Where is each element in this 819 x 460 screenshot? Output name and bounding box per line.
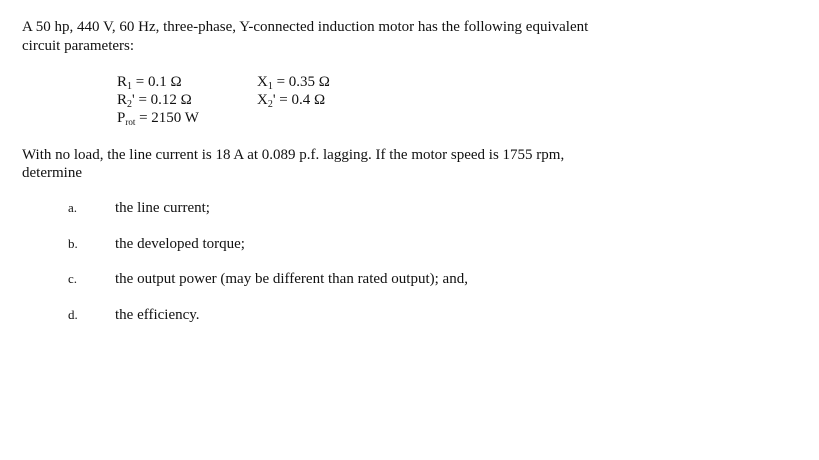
param-x1-value: = 0.35 Ω	[272, 74, 330, 90]
param-x2-subscript: 2	[267, 99, 273, 110]
param-r1-symbol: R	[117, 74, 128, 90]
list-item	[0, 307, 600, 327]
item-letter: b.	[68, 236, 78, 251]
item-letter: c.	[68, 271, 78, 286]
param-r2-symbol: R	[117, 92, 128, 108]
param-r1-subscript: 1	[127, 81, 133, 92]
intro-line-1: A 50 hp, 440 V, 60 Hz, three-phase, Y-connected induction motor has the following equivalent	[22, 19, 589, 35]
param-prot-subscript: rot	[125, 117, 136, 127]
param-prot	[117, 110, 199, 128]
param-r2	[117, 92, 192, 110]
item-text: the developed torque;	[115, 236, 245, 252]
param-x2	[257, 92, 325, 110]
item-text: the output power (may be different than rated output); and,	[115, 271, 468, 287]
param-r1	[117, 74, 182, 92]
item-letter: d.	[68, 307, 78, 322]
param-x1-subscript: 1	[267, 81, 273, 92]
problem-intro	[22, 18, 662, 56]
item-text: the line current;	[115, 200, 210, 216]
param-prot-value: = 2150 W	[135, 110, 199, 126]
no-load-statement	[22, 146, 642, 182]
list-item	[0, 236, 600, 256]
noload-line-1: With no load, the line current is 18 A at 0.089 p.f. lagging. If the motor speed is 1755 rpm,	[22, 147, 565, 163]
param-x1	[257, 74, 330, 92]
param-r2-subscript: 2	[127, 99, 133, 110]
noload-line-2: determine	[22, 165, 82, 181]
param-r2-value: ' = 0.12 Ω	[132, 92, 192, 108]
list-item	[0, 271, 600, 291]
param-x2-symbol: X	[257, 92, 268, 108]
list-item	[0, 200, 600, 220]
item-text: the efficiency.	[115, 307, 200, 323]
param-x2-value: ' = 0.4 Ω	[272, 92, 326, 108]
intro-line-2: circuit parameters:	[22, 38, 135, 54]
item-letter: a.	[68, 200, 78, 215]
param-r1-value: = 0.1 Ω	[132, 74, 182, 90]
param-x1-symbol: X	[257, 74, 268, 90]
param-prot-symbol: P	[117, 110, 126, 126]
